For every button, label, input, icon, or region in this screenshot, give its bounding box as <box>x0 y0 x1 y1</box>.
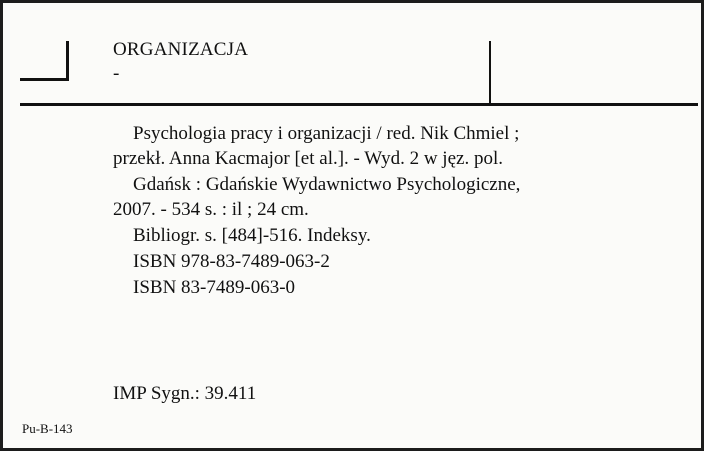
description-line-3: Gdańsk : Gdańskie Wydawnictwo Psychologiczne, <box>133 174 521 195</box>
subject-heading: ORGANIZACJA <box>113 39 249 60</box>
description-line-2: przekł. Anna Kacmajor [et al.]. - Wyd. 2 w jęz. pol. <box>113 148 503 169</box>
subject-subheading: - <box>113 63 120 84</box>
inventory-stamp: Pu-B-143 <box>22 421 73 436</box>
description-line-1: Psychologia pracy i organizacji / red. Nik Chmiel ; <box>133 123 520 144</box>
description-line-4: 2007. - 534 s. : il ; 24 cm. <box>113 199 309 220</box>
corner-bracket-horizontal <box>20 78 69 81</box>
call-number: IMP Sygn.: 39.411 <box>113 383 257 404</box>
corner-bracket-vertical <box>66 41 69 81</box>
description-line-6: ISBN 978-83-7489-063-2 <box>133 251 330 272</box>
heading-divider <box>489 41 491 103</box>
description-line-5: Bibliogr. s. [484]-516. Indeksy. <box>133 225 371 246</box>
heading-rule <box>20 103 698 106</box>
description-line-7: ISBN 83-7489-063-0 <box>133 277 296 298</box>
